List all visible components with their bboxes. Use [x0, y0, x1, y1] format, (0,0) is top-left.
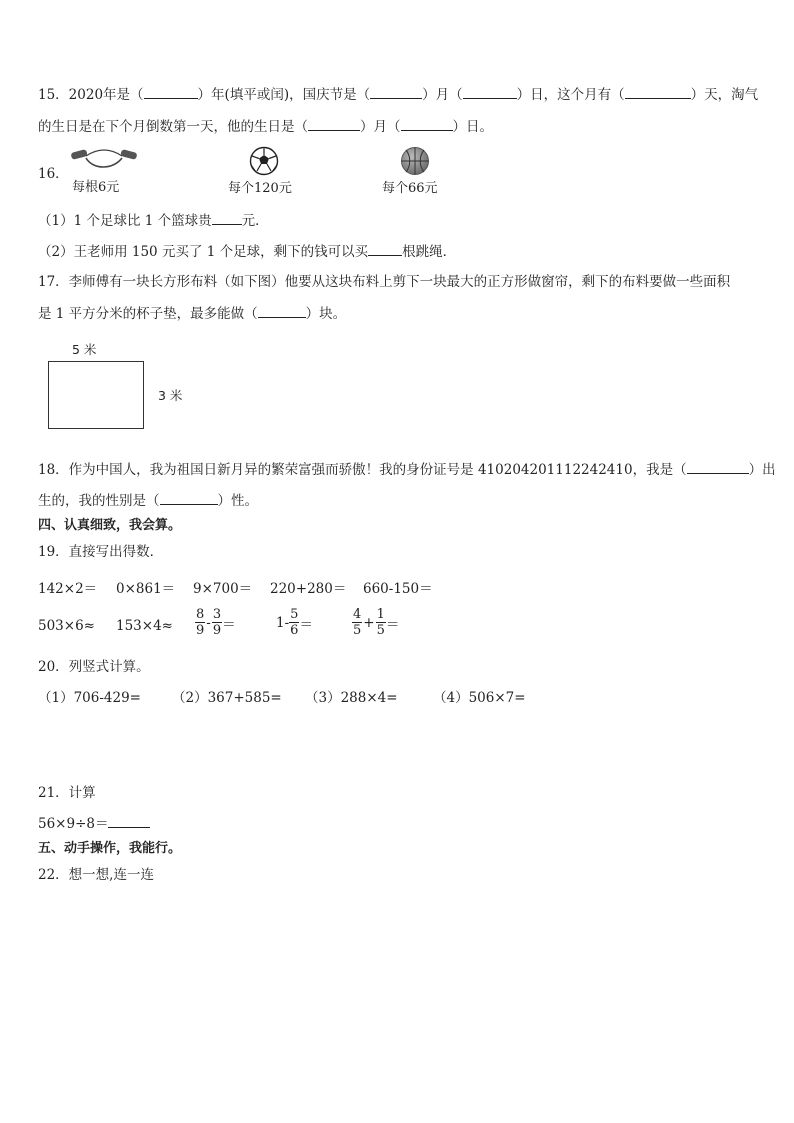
q16-sub1-unit: 元．	[241, 213, 269, 229]
operator: -	[206, 614, 211, 631]
soccer-ball-icon	[249, 146, 279, 176]
numerator: 1	[376, 607, 385, 622]
q16-sub1	[38, 209, 269, 229]
answer-blank[interactable]	[368, 243, 402, 256]
q16-sub2	[38, 240, 456, 260]
q15-text-e: ）天，淘气	[690, 87, 759, 103]
fraction	[289, 607, 299, 638]
denominator: 5	[376, 623, 385, 638]
vertical-calc-item: （3）288×4=	[305, 690, 398, 706]
q18-line2	[38, 489, 258, 509]
q15-line1	[38, 83, 758, 103]
item-caption: 每个120元	[228, 181, 292, 196]
q18-text-c: 生的，我的性别是（	[38, 493, 160, 509]
section-heading-4: 四、认真细致，我会算。	[38, 518, 182, 533]
vertical-calc-item: （1）706-429=	[38, 690, 141, 706]
fraction-expression-3	[352, 607, 399, 638]
q21-expression	[38, 812, 150, 832]
numerator: 3	[212, 607, 222, 622]
answer-blank[interactable]	[463, 86, 517, 99]
fraction	[352, 607, 362, 638]
fraction	[195, 607, 205, 638]
denominator: 9	[212, 623, 222, 638]
calc-item: 153×4≈	[116, 618, 173, 634]
q18-text-d: ）性。	[217, 493, 258, 509]
q15-text-g: ）月（	[360, 119, 401, 135]
calc-item: 0×861＝	[116, 581, 176, 597]
q15-line2	[38, 115, 493, 135]
q17-line1: 17．李师傅有一块长方形布料（如下图）他要从这块布料上剪下一块最大的正方形做窗帘，剩下的布料要做一些面积	[38, 274, 731, 290]
q16-item-soccer	[228, 146, 308, 196]
calc-item: 56×9÷8＝	[38, 816, 109, 832]
q15-text-a: 15．2020年是（	[38, 87, 144, 103]
item-caption: 每根6元	[72, 180, 120, 195]
q16-sub1-text: （1）1 个足球比 1 个篮球贵	[38, 213, 212, 229]
calc-item: 503×6≈	[38, 618, 95, 634]
q17-text-b: ）块。	[305, 306, 347, 322]
equals-sign: ＝	[385, 616, 400, 633]
fraction	[212, 607, 222, 638]
q22-title: 22．想一想,连一连	[38, 867, 154, 883]
q17-text-a: 是 1 平方分米的杯子垫，最多能做（	[38, 306, 258, 322]
q18-line1	[38, 458, 776, 478]
answer-blank[interactable]	[370, 86, 422, 99]
q16-number: 16．	[38, 166, 69, 182]
answer-blank[interactable]	[687, 461, 749, 474]
q21-title: 21．计算	[38, 785, 96, 801]
q18-text-a: 18．作为中国人，我为祖国日新月异的繁荣富强而骄傲！我的身份证号是 410204201112242410，我是（	[38, 462, 687, 478]
q17-line2	[38, 302, 346, 322]
expression-prefix: 1-	[276, 614, 290, 631]
fraction	[376, 607, 386, 638]
q15-text-b: ）年(填平或闰)，国庆节是（	[197, 87, 371, 103]
calc-item: 660-150＝	[363, 581, 433, 597]
operator: +	[363, 614, 375, 631]
numerator: 8	[196, 607, 205, 622]
q16-item-basketball	[382, 146, 462, 196]
numerator: 5	[290, 607, 299, 622]
numerator: 4	[353, 607, 362, 622]
q16-item-jump-rope	[68, 146, 148, 196]
rectangle-width-label: 5 米	[72, 342, 97, 357]
answer-blank[interactable]	[160, 492, 218, 505]
answer-blank[interactable]	[308, 118, 360, 131]
calc-item: 220+280＝	[270, 581, 347, 597]
answer-blank[interactable]	[401, 118, 453, 131]
calc-item: 142×2＝	[38, 581, 98, 597]
q15-text-f: 的生日是在下个月倒数第一天，他的生日是（	[38, 119, 308, 135]
fabric-rectangle	[48, 361, 144, 429]
equals-sign: ＝	[222, 616, 236, 633]
rectangle-height-label: 3 米	[158, 388, 183, 403]
answer-blank[interactable]	[258, 305, 306, 318]
q20-title: 20．列竖式计算。	[38, 659, 150, 675]
calc-item: 9×700＝	[193, 581, 253, 597]
denominator: 9	[196, 623, 205, 638]
q16-sub2-unit: 根跳绳．	[402, 244, 457, 260]
q15-text-h: ）日。	[452, 119, 493, 135]
denominator: 5	[353, 623, 362, 638]
q15-text-d: ）日，这个月有（	[516, 87, 625, 103]
q18-text-b: ）出	[748, 462, 776, 478]
answer-blank[interactable]	[625, 86, 691, 99]
basketball-icon	[400, 146, 430, 176]
equals-sign: ＝	[299, 616, 313, 633]
jump-rope-icon	[68, 146, 140, 172]
vertical-calc-item: （4）506×7=	[433, 690, 526, 706]
answer-blank[interactable]	[144, 86, 198, 99]
item-caption: 每个66元	[382, 181, 438, 196]
answer-blank[interactable]	[108, 815, 150, 828]
q16-sub2-text: （2）王老师用 150 元买了 1 个足球，剩下的钱可以买	[38, 244, 369, 260]
fraction-expression-1	[195, 607, 236, 638]
vertical-calc-item: （2）367+585=	[172, 690, 282, 706]
fraction-expression-2	[276, 607, 313, 638]
denominator: 6	[290, 623, 299, 638]
section-heading-5: 五、动手操作，我能行。	[38, 841, 182, 856]
q15-text-c: ）月（	[422, 87, 463, 103]
answer-blank[interactable]	[212, 212, 242, 225]
q19-title: 19．直接写出得数．	[38, 544, 164, 560]
